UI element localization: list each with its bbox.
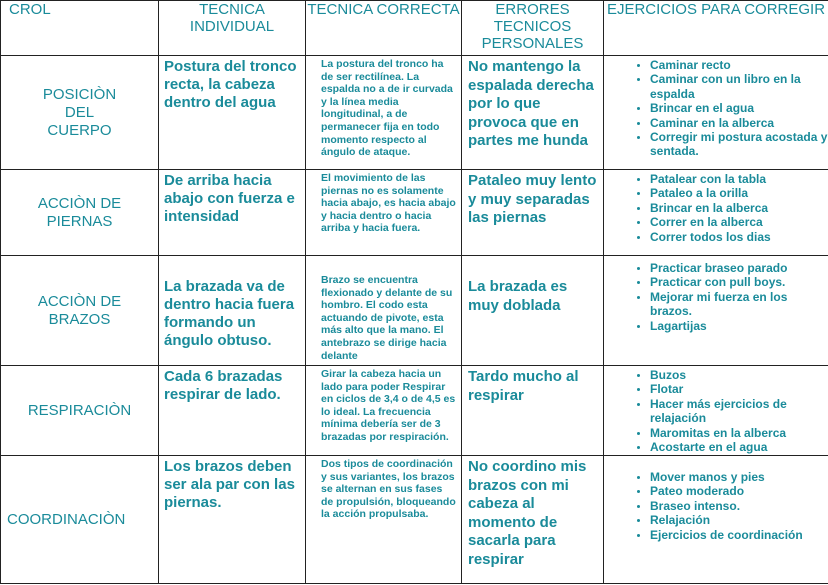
table-row xyxy=(1,170,828,256)
list-item: • Pataleo a la orilla xyxy=(650,186,828,200)
individual-cell: Postura del tronco recta, la cabeza dentro del agua xyxy=(159,56,306,170)
list-item: • Pateo moderado xyxy=(650,484,828,498)
ejercicios-cell xyxy=(604,170,828,256)
header-tecnica-individual: TECNICA INDIVIDUAL xyxy=(159,1,306,56)
errores-cell: La brazada es muy doblada xyxy=(462,256,604,366)
errores-cell: Tardo mucho al respirar xyxy=(462,366,604,456)
errores-cell: No mantengo la espalada derecha por lo que provoca que en partes me hunda xyxy=(462,56,604,170)
individual-cell: Los brazos deben ser ala par con las piernas. xyxy=(159,456,306,584)
list-item: • Flotar xyxy=(650,382,828,396)
list-item: • Correr en la alberca xyxy=(650,215,828,229)
ejercicios-cell xyxy=(604,456,828,584)
list-item: • Brincar en el agua xyxy=(650,101,828,115)
correcta-cell: Dos tipos de coordinación y sus variantes, los brazos se alternan en sus fases de propulsión, bloqueando la acción propulsaba. xyxy=(306,456,462,584)
header-crol: CROL xyxy=(1,1,159,56)
header-errores: ERRORES TECNICOS PERSONALES xyxy=(462,1,604,56)
individual-cell: La brazada va de dentro hacia fuera formando un ángulo obtuso. xyxy=(159,256,306,366)
row-label-text: ACCIÒN DE BRAZOS xyxy=(37,292,122,328)
ejercicios-list xyxy=(604,470,828,542)
row-label: COORDINACIÒN xyxy=(1,456,159,584)
list-item: • Braseo intenso. xyxy=(650,499,828,513)
list-item: • Brincar en la alberca xyxy=(650,201,828,215)
list-item: • Caminar con un libro en la espalda xyxy=(650,72,828,101)
list-item: • Practicar braseo parado xyxy=(650,261,828,275)
list-item: • Relajación xyxy=(650,513,828,527)
errores-cell: Pataleo muy lento y muy separadas las piernas xyxy=(462,170,604,256)
ejercicios-cell xyxy=(604,256,828,366)
ejercicios-list xyxy=(604,172,828,244)
list-item: • Correr todos los dias xyxy=(650,230,828,244)
table-row xyxy=(1,366,828,456)
correcta-cell: La postura del tronco ha de ser rectilínea. La espalda no a de ir curvada y la línea media longitudinal, a de permanecer fija en todo momento respecto al ángulo de ataque. xyxy=(306,56,462,170)
row-label xyxy=(1,256,159,366)
list-item: • Patalear con la tabla xyxy=(650,172,828,186)
row-label xyxy=(1,56,159,170)
row-label: RESPIRACIÒN xyxy=(1,366,159,456)
ejercicios-list xyxy=(604,58,828,159)
ejercicios-cell xyxy=(604,366,828,456)
row-label xyxy=(1,170,159,256)
list-item: • Mover manos y pies xyxy=(650,470,828,484)
correcta-cell: Girar la cabeza hacia un lado para poder Respirar en ciclos de 3,4 o de 4,5 es lo ideal. La frecuencia mínima debería ser de 3 brazadas por respiración. xyxy=(306,366,462,456)
list-item: • Acostarte en el agua xyxy=(650,440,828,454)
list-item: • Mejorar mi fuerza en los brazos. xyxy=(650,290,828,319)
table-row xyxy=(1,256,828,366)
header-tecnica-correcta: TECNICA CORRECTA xyxy=(306,1,462,56)
table-row xyxy=(1,56,828,170)
correcta-cell: Brazo se encuentra flexionado y delante de su hombro. El codo esta actuando de pivote, esta más alto que la mano. El antebrazo se dirige hacia delante xyxy=(306,256,462,366)
list-item: • Corregir mi postura acostada y sentada. xyxy=(650,130,828,159)
ejercicios-list xyxy=(604,368,828,454)
list-item: • Practicar con pull boys. xyxy=(650,275,828,289)
row-label-text: POSICIÒN DEL CUERPO xyxy=(42,85,117,139)
list-item: • Caminar en la alberca xyxy=(650,116,828,130)
individual-cell: Cada 6 brazadas respirar de lado. xyxy=(159,366,306,456)
errores-cell: No coordino mis brazos con mi cabeza al momento de sacarla para respirar xyxy=(462,456,604,584)
table-row xyxy=(1,456,828,584)
ejercicios-cell xyxy=(604,56,828,170)
list-item: • Maromitas en la alberca xyxy=(650,426,828,440)
correcta-cell: El movimiento de las piernas no es solamente hacia abajo, es hacia abajo y hacia dentro o hacia arriba y hacia fuera. xyxy=(306,170,462,256)
header-row xyxy=(1,1,828,56)
list-item: • Hacer más ejercicios de relajación xyxy=(650,397,828,426)
list-item: • Caminar recto xyxy=(650,58,828,72)
individual-cell: De arriba hacia abajo con fuerza e intensidad xyxy=(159,170,306,256)
list-item: • Lagartijas xyxy=(650,319,828,333)
header-ejercicios: EJERCICIOS PARA CORREGIR xyxy=(604,1,828,56)
ejercicios-list xyxy=(604,261,828,333)
list-item: • Ejercicios de coordinación xyxy=(650,528,828,542)
row-label-text: ACCIÒN DE PIERNAS xyxy=(37,194,122,230)
list-item: • Buzos xyxy=(650,368,828,382)
